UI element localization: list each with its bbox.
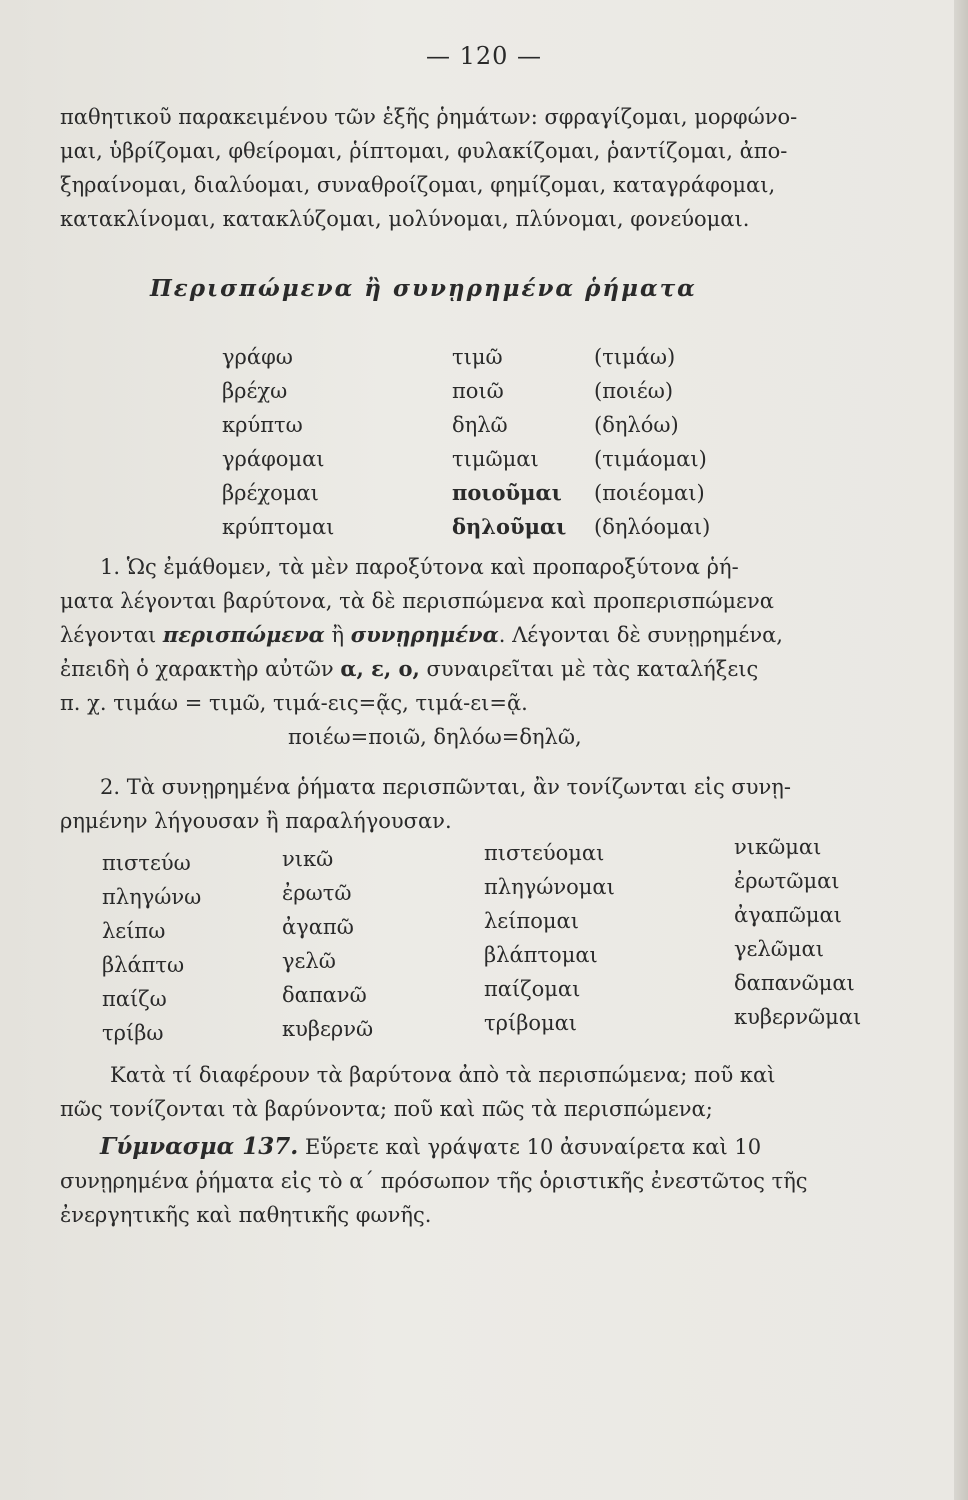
verb-form: τιμῶ <box>452 345 503 369</box>
section-heading: Περισπώμενα ἢ συνῃρημένα ῥήματα <box>150 275 697 302</box>
verb-form: ἀγαπῶ <box>282 915 354 939</box>
verb-form: δηλοῦμαι <box>452 514 567 539</box>
verb-form: πληγώνομαι <box>484 875 615 899</box>
table1-col2 <box>452 340 566 544</box>
verb-form: (τιμάω) <box>594 345 676 369</box>
verb-form: κυβερνῶμαι <box>734 1005 862 1029</box>
text-run: . Λέγονται δὲ συνῃρημένα, <box>498 623 783 647</box>
verb-form: γελῶμαι <box>734 937 824 961</box>
verb-form: (ποιέομαι) <box>594 481 705 505</box>
verb-form: ἐρωτῶ <box>282 881 352 905</box>
exercise-line: ἐνεργητικῆς καὶ παθητικῆς φωνῆς. <box>60 1203 432 1227</box>
verb-form: ποιῶ <box>452 379 504 403</box>
verb-form: (τιμάομαι) <box>594 447 707 471</box>
verb-form: γράφω <box>222 345 293 369</box>
verb-form: ἐρωτῶμαι <box>734 869 840 893</box>
verb-form: κρύπτω <box>222 413 303 437</box>
verb-form: δαπανῶ <box>282 983 367 1007</box>
rule1-line: 1. Ὡς ἐμάθομεν, τὰ μὲν παροξύτονα καὶ προπαροξύτονα ῥή- <box>100 555 739 579</box>
verb-form: παίζω <box>102 987 167 1011</box>
rule1-line: ματα λέγονται βαρύτονα, τὰ δὲ περισπώμενα καὶ προπερισπώμενα <box>60 589 774 613</box>
text-run: λέγονται <box>60 623 163 647</box>
question-line2 <box>60 1092 890 1126</box>
table1-col3 <box>594 340 710 544</box>
verb-form: ἀγαπῶμαι <box>734 903 842 927</box>
page-number: — 120 — <box>425 42 543 70</box>
intro-paragraph <box>60 100 890 236</box>
rule2-line1 <box>100 770 890 804</box>
verb-form: κρύπτομαι <box>222 515 335 539</box>
table2-col3 <box>484 836 615 1040</box>
rule1-line <box>60 652 890 686</box>
verb-form: νικῶμαι <box>734 835 822 859</box>
verb-form: λείπομαι <box>484 909 579 933</box>
verb-form: βλάπτομαι <box>484 943 598 967</box>
verb-form: τρίβομαι <box>484 1011 578 1035</box>
text-run: Εὕρετε καὶ γράψατε 10 ἀσυναίρετα καὶ 10 <box>298 1135 762 1159</box>
exercise-line1 <box>100 1130 890 1164</box>
verb-form: παίζομαι <box>484 977 581 1001</box>
rule2-line: ρημένην λήγουσαν ἢ παραλήγουσαν. <box>60 809 452 833</box>
text-run: ἐπειδὴ ὁ χαρακτὴρ αὐτῶν <box>60 657 341 681</box>
table2-col4 <box>734 830 861 1034</box>
rule1-line: π. χ. τιμάω = τιμῶ, τιμά-εις=ᾷς, τιμά-ει=ᾷ. <box>60 691 528 715</box>
rule2-line: 2. Τὰ συνῃρημένα ῥήματα περισπῶνται, ἂν τονίζωνται εἰς συνῃ- <box>100 775 791 799</box>
verb-form: δαπανῶμαι <box>734 971 855 995</box>
verb-form: (δηλόω) <box>594 413 679 437</box>
text-run: ἢ <box>324 623 351 647</box>
verb-form: δηλῶ <box>452 413 508 437</box>
verb-form: γράφομαι <box>222 447 325 471</box>
intro-line: κατακλίνομαι, κατακλύζομαι, μολύνομαι, πλύνομαι, φονεύομαι. <box>60 207 750 231</box>
table2-col1 <box>102 846 201 1050</box>
verb-form: (δηλόομαι) <box>594 515 711 539</box>
rule1-line <box>60 618 890 652</box>
verb-form: τιμῶμαι <box>452 447 539 471</box>
verb-form: νικῶ <box>282 847 334 871</box>
question-line: Κατὰ τί διαφέρουν τὰ βαρύτονα ἀπὸ τὰ περισπώμενα; ποῦ καὶ <box>110 1063 776 1087</box>
verb-form: βρέχω <box>222 379 288 403</box>
vowel-list: α, ε, ο, <box>340 656 420 681</box>
verb-form: βλάπτω <box>102 953 185 977</box>
rule1-example <box>288 720 888 754</box>
exercise-label: Γύμνασμα 137. <box>100 1133 299 1160</box>
exercise-line <box>100 1130 890 1164</box>
intro-line: παθητικοῦ παρακειμένου τῶν ἑξῆς ῥημάτων: σφραγίζομαι, μορφώνο- <box>60 105 798 129</box>
intro-line: ξηραίνομαι, διαλύομαι, συναθροίζομαι, φημίζομαι, καταγράφομαι, <box>60 173 776 197</box>
verb-form: πιστεύω <box>102 851 191 875</box>
rule1-line: ποιέω=ποιῶ, δηλόω=δηλῶ, <box>288 725 582 749</box>
table2-col2 <box>282 842 373 1046</box>
verb-form: (ποιέω) <box>594 379 674 403</box>
question-line: πῶς τονίζονται τὰ βαρύνοντα; ποῦ καὶ πῶς τὰ περισπώμενα; <box>60 1097 713 1121</box>
rule1-paragraph <box>100 550 890 584</box>
table1-col1 <box>222 340 334 544</box>
question-line1 <box>110 1058 890 1092</box>
intro-line: μαι, ὑβρίζομαι, φθείρομαι, ῥίπτομαι, φυλακίζομαι, ῥαντίζομαι, ἀπο- <box>60 139 788 163</box>
exercise-cont <box>60 1164 890 1232</box>
verb-form: λείπω <box>102 919 166 943</box>
verb-form: ποιοῦμαι <box>452 480 562 505</box>
term-synirimena: συνῃρημένα <box>350 622 499 647</box>
verb-form: πιστεύομαι <box>484 841 605 865</box>
verb-form: τρίβω <box>102 1021 164 1045</box>
verb-form: πληγώνω <box>102 885 202 909</box>
term-perispomena: περισπώμενα <box>162 622 325 647</box>
page-edge <box>954 0 968 1500</box>
text-run: συναιρεῖται μὲ τὰς καταλήξεις <box>419 657 759 681</box>
verb-form: βρέχομαι <box>222 481 319 505</box>
verb-form: γελῶ <box>282 949 336 973</box>
verb-form: κυβερνῶ <box>282 1017 374 1041</box>
rule1-paragraph-cont <box>60 584 890 720</box>
exercise-line: συνῃρημένα ῥήματα εἰς τὸ α΄ πρόσωπον τῆς ὁριστικῆς ἐνεστῶτος τῆς <box>60 1169 808 1193</box>
